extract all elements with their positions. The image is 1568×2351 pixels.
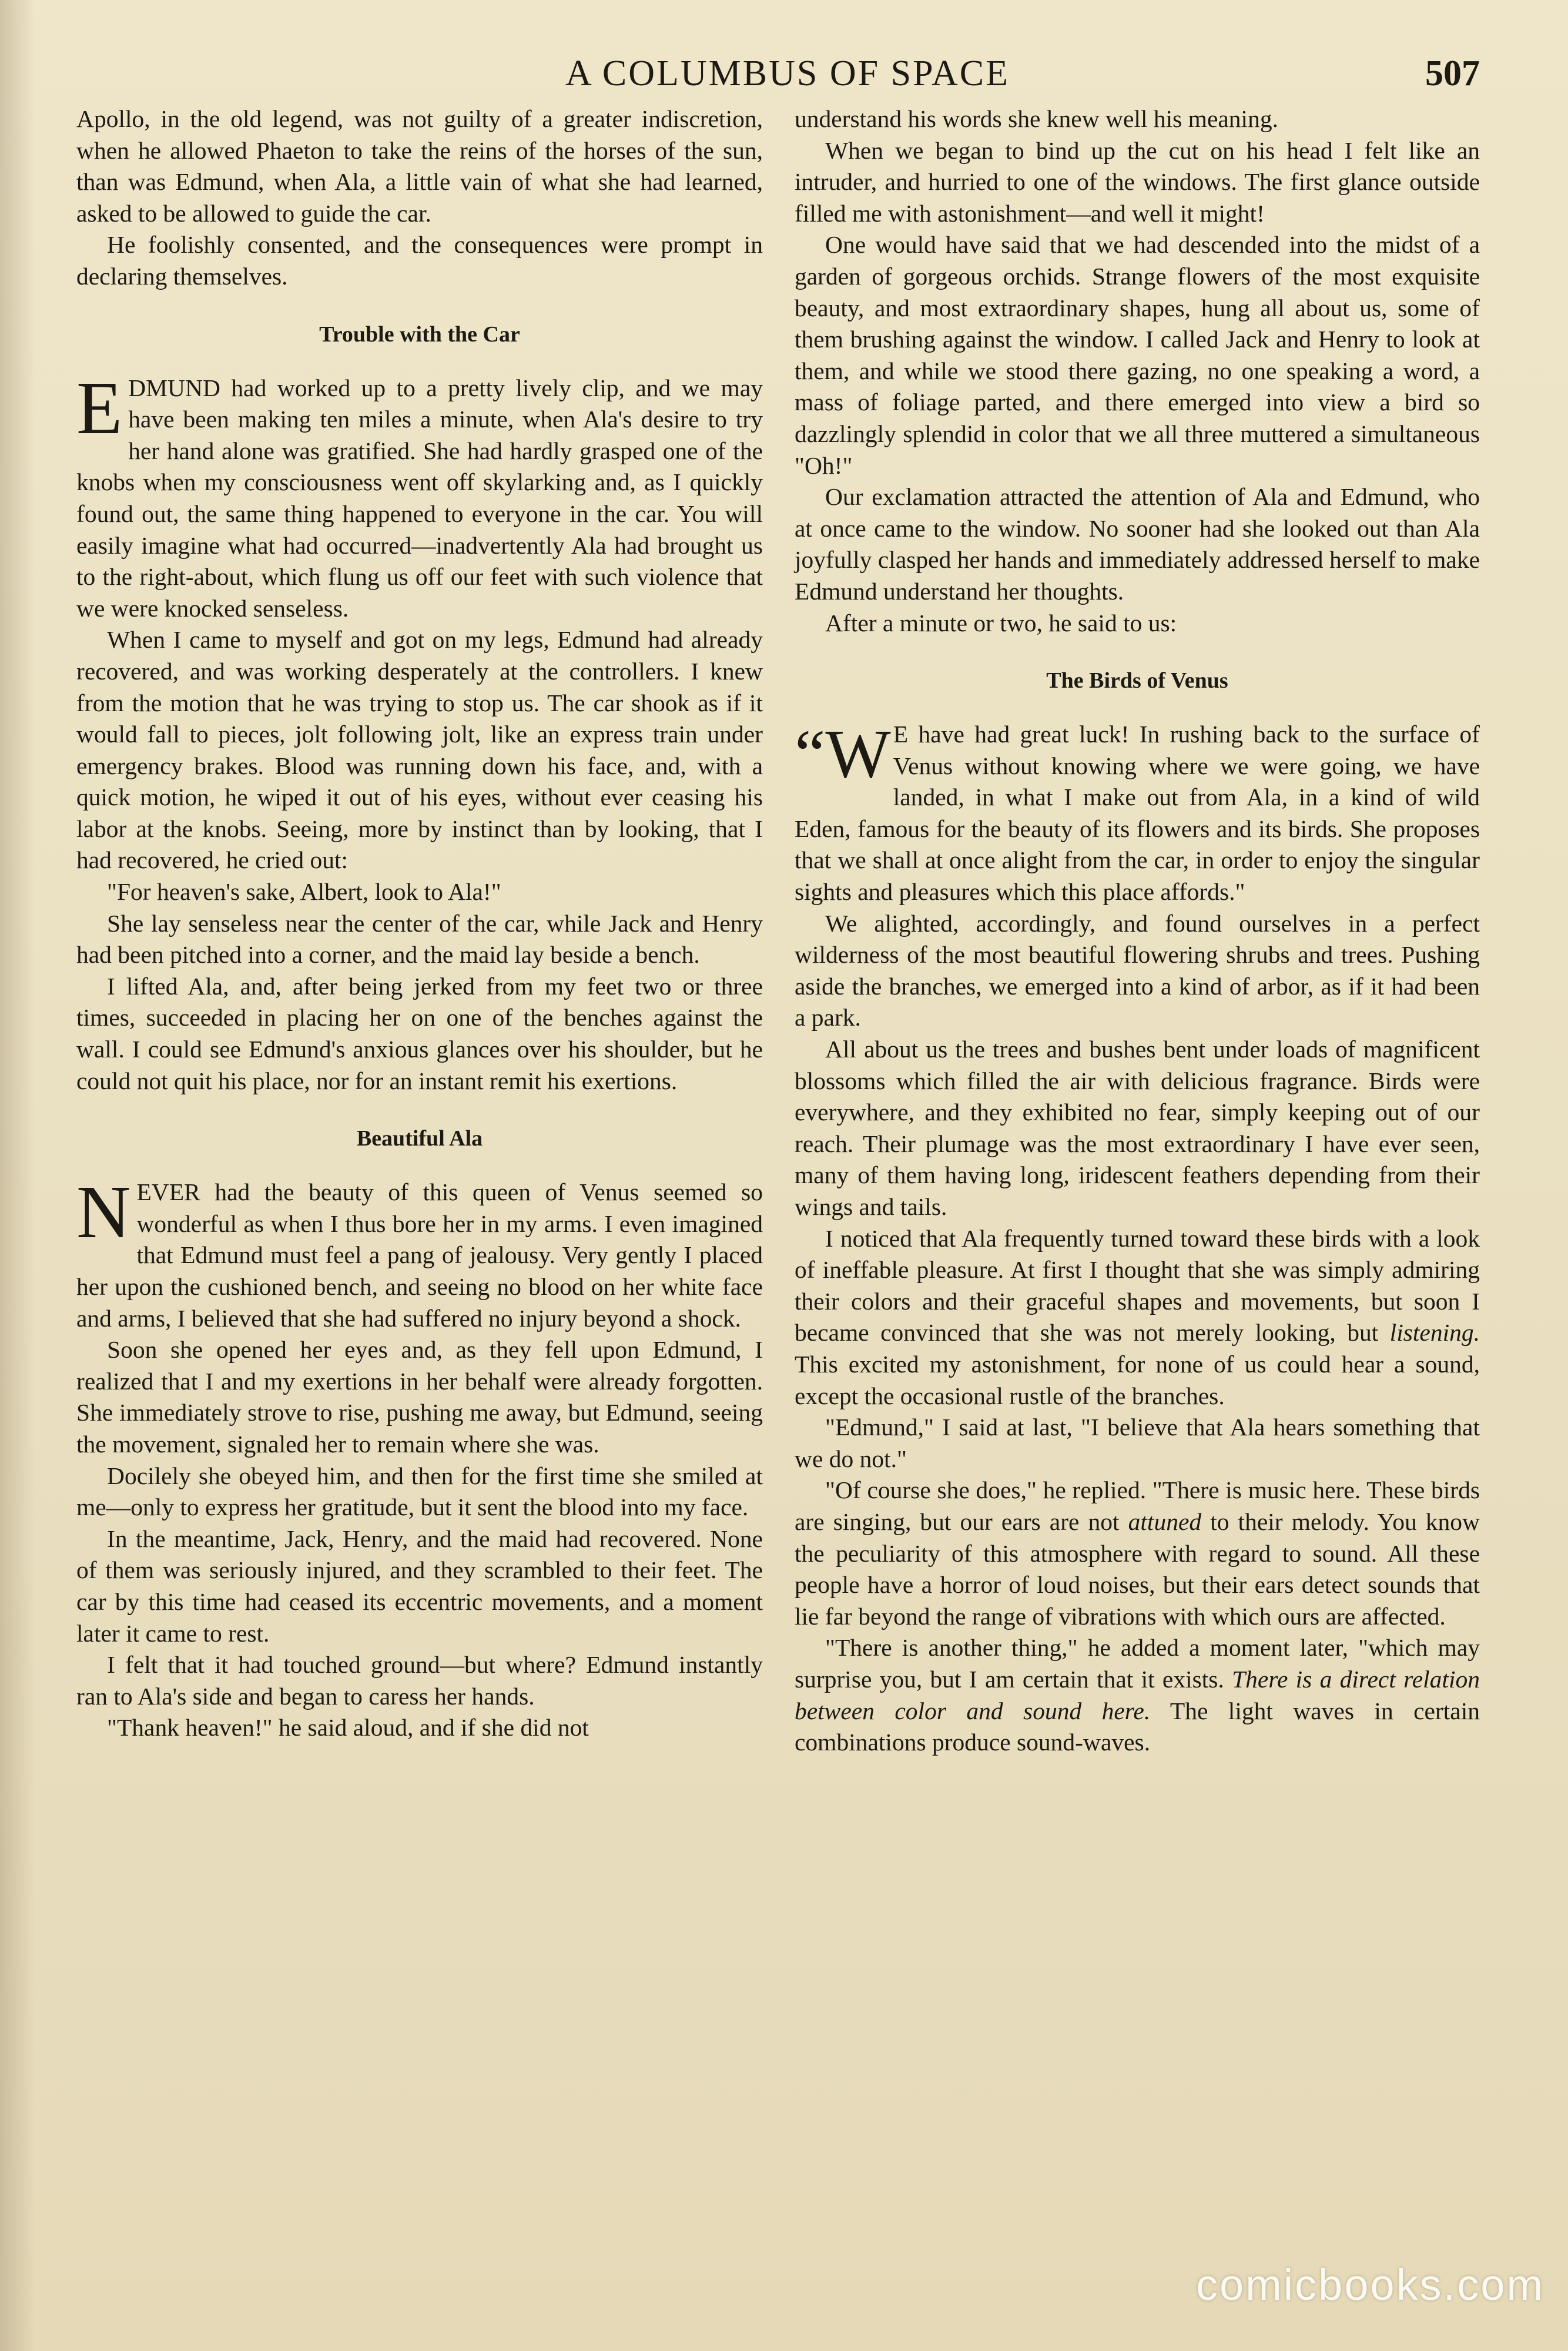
right-column [795, 103, 1480, 1759]
emphasis-text: listening. [1389, 1319, 1480, 1347]
subheading: Beautiful Ala [356, 1126, 483, 1151]
page-gutter-shadow [0, 0, 35, 2351]
running-title: A COLUMBUS OF SPACE [565, 53, 1010, 93]
paragraph: "Edmund," I said at last, "I believe that Ala hears something that we do not." [795, 1414, 1480, 1472]
paragraph-text: "There is another thing," he added a moment later, "which may surprise you, but I am certain that it exists. [795, 1634, 1480, 1693]
paragraph: We alighted, accordingly, and found ourselves in a perfect wilderness of the most beautiful flowering shrubs and trees. Pushing aside the branches, we emerged into a kind of arbor, as if it had been a park. [795, 909, 1480, 1032]
paragraph: I felt that it had touched ground—but where? Edmund instantly ran to Ala's side and began to caress her hands. [76, 1651, 763, 1710]
paragraph [795, 1632, 1480, 1758]
paragraph-text: "Of course she does," he replied. "There is music here. These birds are singing, but our ears are not [795, 1476, 1480, 1535]
paragraph: In the meantime, Jack, Henry, and the maid had recovered. None of them was seriously injured, and they scrambled to their feet. The car by this time had ceased its eccentric movements, and a moment later it came to rest. [76, 1525, 763, 1647]
paragraph [795, 1223, 1480, 1412]
subheading: Trouble with the Car [319, 321, 520, 347]
page-number: 507 [1425, 53, 1480, 93]
drop-cap: N [76, 1170, 131, 1254]
paragraph: Apollo, in the old legend, was not guilty of a greater indiscretion, when he allowed Phaeton to take the reins of the horses of the sun, than was Edmund, when Ala, a little vain of what she had learned, asked to be allowed to guide the car. [76, 105, 763, 227]
paragraph-text: to their melody. You know the peculiarity of this atmosphere with regard to sound. All these people have a horror of loud noises, but their ears detect sounds that lie far beyond the range of vibrations with which ours are affected. [795, 1508, 1480, 1630]
paragraph: He foolishly consented, and the consequences were prompt in declaring themselves. [76, 231, 763, 290]
paragraph: I lifted Ala, and, after being jerked from my feet two or three times, succeeded in placing her on one of the benches against the wall. I could see Edmund's anxious glances over his shoulder, but he could not quit his place, nor for an instant remit his exertions. [76, 972, 763, 1094]
page-header [0, 47, 1568, 100]
paragraph [795, 715, 1480, 908]
paragraph-text: I noticed that Ala frequently turned toward these birds with a look of ineffable pleasure. At first I thought that she was simply admiring their colors and their graceful shapes and movements, but soon I became convinced that she was not merely looking, but [795, 1224, 1480, 1347]
site-watermark: comicbooks.com [1195, 2260, 1544, 2309]
paragraph [795, 1475, 1480, 1632]
paragraph: Our exclamation attracted the attention of Ala and Edmund, who at once came to the window. No sooner had she looked out than Ala joyfully clasped her hands and immediately addressed herself to make Edmund understand her thoughts. [795, 483, 1480, 605]
paragraph-text: DMUND had worked up to a pretty lively clip, and we may have been making ten miles a minute, when Ala's desire to try her hand alone was gratified. She had hardly grasped one of the knobs when my consciousness went off skylarking and, as I quickly found out, the same thing happened to everyone in the car. You will easily imagine what had occurred—inadvertently Ala had brought us to the right-about, which flung us off our feet with such violence that we were knocked senseless. [76, 374, 763, 622]
paragraph: When I came to myself and got on my legs, Edmund had already recovered, and was working desperately at the controllers. I knew from the motion that he was trying to stop us. The car shook as if it would fall to pieces, jolt following jolt, like an express train under emergency brakes. Blood was running down his face, and, with a quick motion, he wiped it out of his eyes, without ever ceasing his labor at the knobs. Seeing, more by instinct than by looking, that I had recovered, he cried out: [76, 626, 763, 874]
paragraph [76, 366, 763, 625]
paragraph [76, 1170, 763, 1334]
paragraph-text: This excited my astonishment, for none of us could hear a sound, except the occasional rustle of the branches. [795, 1350, 1480, 1409]
emphasis-text: There is a direct relation between color and sound here. [795, 1665, 1480, 1724]
subheading: The Birds of Venus [1046, 668, 1228, 694]
paragraph: understand his words she knew well his meaning. [795, 105, 1278, 132]
left-column [76, 103, 763, 1744]
emphasis-text: attuned [1128, 1508, 1202, 1535]
paragraph: After a minute or two, he said to us: [825, 609, 1177, 637]
paragraph: Soon she opened her eyes and, as they fell upon Edmund, I realized that I and my exertions in her behalf were already forgotten. She immediately strove to rise, pushing me away, but Edmund, seeing the movement, signaled her to remain where she was. [76, 1336, 763, 1458]
paragraph: "For heaven's sake, Albert, look to Ala!" [107, 878, 501, 906]
paragraph: One would have said that we had descended into the midst of a garden of gorgeous orchids. Strange flowers of the most exquisite beauty, and most extraordinary shapes, hung all about us, some of them brushing against the window. I called Jack and Henry to look at them, and while we stood there gazing, no one speaking a word, a mass of foliage parted, and there emerged into view a bird so dazzlingly splendid in color that we all three muttered a simultaneous "Oh!" [795, 231, 1480, 479]
drop-cap: E [76, 366, 123, 450]
drop-cap: “W [795, 715, 891, 793]
paragraph: She lay senseless near the center of the car, while Jack and Henry had been pitched into a corner, and the maid lay beside a bench. [76, 909, 763, 969]
paragraph: "Thank heaven!" he said aloud, and if she did not [107, 1714, 589, 1742]
paragraph-text: EVER had the beauty of this queen of Venus seemed so wonderful as when I thus bore her in my arms. I even imagined that Edmund must feel a pang of jealousy. Very gently I placed her upon the cushioned bench, and seeing no blood on her white face and arms, I believed that she had suffered no injury beyond a shock. [76, 1178, 763, 1332]
paragraph-text: The light waves in certain combinations produce sound-waves. [795, 1697, 1480, 1756]
paragraph: Docilely she obeyed him, and then for the first time she smiled at me—only to express her gratitude, but it sent the blood into my face. [76, 1462, 763, 1521]
paragraph: All about us the trees and bushes bent under loads of magnificent blossoms which filled the air with delicious fragrance. Birds were everywhere, and they exhibited no fear, simply keeping out of our reach. Their plumage was the most extraordinary I have ever seen, many of them having long, iridescent feathers depending from their wings and tails. [795, 1036, 1480, 1220]
paragraph: When we began to bind up the cut on his head I felt like an intruder, and hurried to one of the windows. The first glance outside filled me with astonishment—and well it might! [795, 136, 1480, 227]
paragraph-text: E have had great luck! In rushing back to the surface of Venus without knowing where we were going, we have landed, in what I make out from Ala, in a kind of wild Eden, famous for the beauty of its flowers and its birds. She proposes that we shall at once alight from the car, in order to enjoy the singular sights and pleasures which this place affords." [795, 721, 1480, 906]
